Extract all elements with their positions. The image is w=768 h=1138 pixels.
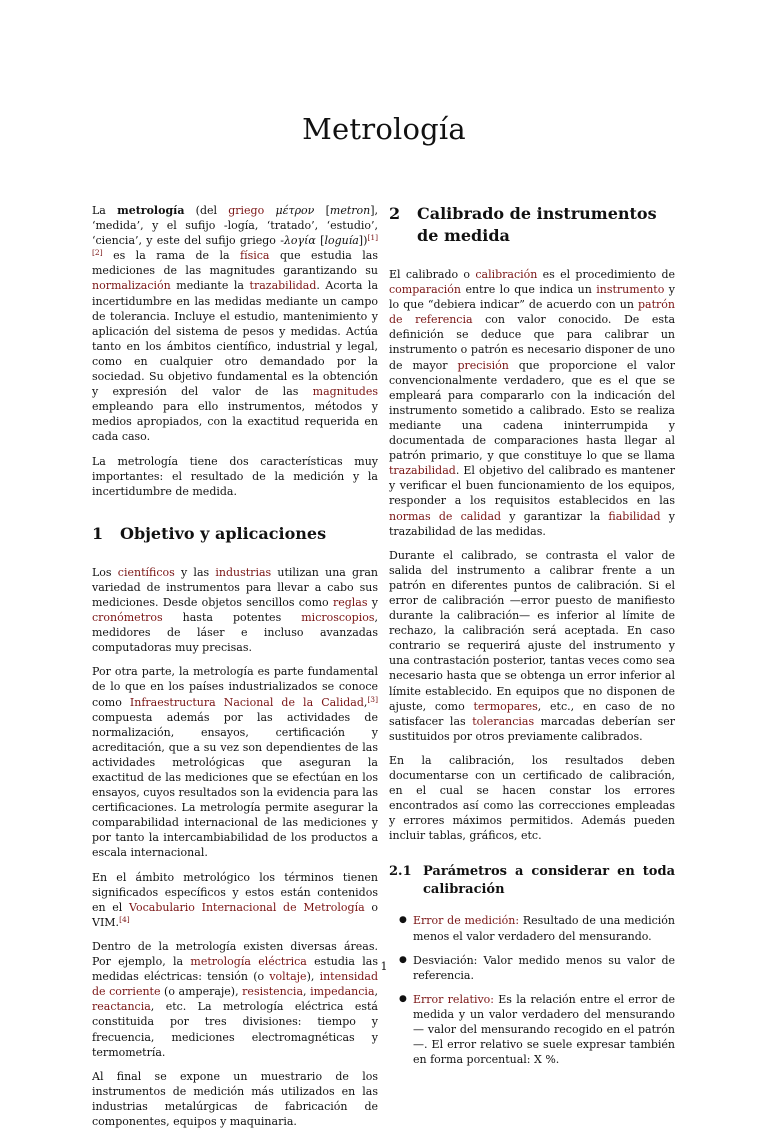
paragraph — [92, 664, 378, 860]
section-heading-2 — [389, 203, 675, 247]
text: que estudia las mediciones de las magnitudes garantizando su — [92, 249, 378, 278]
text: , — [363, 695, 368, 709]
text: que proporcione el valor convencionalmente verdadero, que es el que se empleará para compararlo con la indicación del instrumento sometido a calibrado. Esto se realiza mediante una cadena ininterrumpida y documentada de comparaciones hasta llegar al patrón primario, y que constituye lo que se llama — [389, 358, 675, 463]
bullet-icon: ● — [399, 954, 407, 965]
link-griego[interactable]: griego — [228, 204, 265, 217]
text: o VIM. — [92, 900, 378, 929]
section-number: 2 — [389, 204, 401, 223]
link-error-medicion[interactable]: Error de medición: — [413, 914, 520, 928]
text: , etc., en caso de no satisfacer las — [389, 699, 675, 728]
bullet-icon: ● — [399, 915, 407, 926]
paragraph — [92, 870, 378, 930]
page-number: 1 — [380, 960, 388, 973]
text: con valor conocido. De esta definición se deduce que para calibrar un instrumento o patrón es necesario disponer de uno de mayor — [389, 313, 675, 372]
text: , medidores de láser e incluso avanzadas computadoras muy precisas. — [92, 611, 378, 655]
paragraph — [389, 548, 675, 744]
link-normas-calidad[interactable]: normas de calidad — [389, 509, 502, 523]
paragraph — [92, 939, 378, 1060]
section-title: Calibrado de instrumentos de medida — [417, 204, 657, 245]
text: y las — [174, 565, 216, 579]
link-trazabilidad[interactable]: trazabilidad — [389, 464, 456, 478]
greek-suffix: λογία — [283, 234, 316, 248]
greek-word: μέτρον — [275, 204, 315, 217]
text: . Acorta la incertidumbre en las medidas mediante un campo de tolerancia. Incluye el estudio, mantenimiento y aplicación del sistema de pesos y medidas. Actúa tanto en los ámbitos científico, industrial y legal, como en cualquier otro demandado por la sociedad. Su objetivo fundamental es la obtención y expresión del valor de las — [92, 279, 379, 399]
text: hasta potentes — [162, 611, 302, 625]
text: Dentro de la metrología existen diversas áreas. Por ejemplo, la — [92, 939, 378, 969]
text: ), — [306, 970, 320, 984]
left-column — [92, 203, 378, 1138]
intro-paragraph-2: La metrología tiene dos características muy importantes: el resultado de la medición y la incertidumbre de medida. — [92, 454, 378, 498]
text: entre lo que indica un — [461, 283, 597, 297]
link-voltaje[interactable]: voltaje — [269, 970, 307, 984]
paragraph: En la calibración, los resultados deben documentarse con un certificado de calibración, en el cual se hacen constar los errores encontrados así como las correcciones empleadas y errores máximos permitidos. Además pueden incluir tablas, gráficos, etc. — [389, 753, 675, 843]
section-heading-1 — [92, 523, 378, 545]
subsection-heading — [389, 863, 675, 899]
link-instrumento[interactable]: instrumento — [596, 283, 665, 297]
text: [ — [314, 204, 330, 217]
text: ], ‘medida’, y el sufijo -logía, ‘tratado’, ‘estudio’, ‘ciencia’, y este del sufijo griego - — [92, 204, 379, 248]
link-industrias[interactable]: industrias — [215, 565, 272, 579]
bullet-icon: ● — [399, 993, 407, 1004]
text: empleando para ello instrumentos, métodos y medios apropiados, con la exactitud requerida en cada caso. — [92, 400, 378, 444]
list-item-text: Es la relación entre el error de medida y un valor verdadero del mensurando — valor del mensurando recogido en el patrón—. El error relativo se suele expresar también en forma porcentual: X %. — [413, 992, 676, 1067]
link-normalizacion[interactable]: normalización — [92, 279, 171, 293]
text: utilizan una gran variedad de instrumentos para llevar a cabo sus mediciones. Desde objetos sencillos como — [92, 565, 378, 609]
text: (o amperaje), — [160, 985, 243, 999]
section-number: 1 — [92, 523, 104, 543]
transliteration: metron — [329, 204, 371, 217]
text: [ — [315, 234, 325, 248]
text: compuesta además por las actividades de normalización, ensayos, certificación y acreditación, que a su vez son dependientes de las actividades metrológicas que aseguran la exactitud de las mediciones que se efectúan en los ensayos, cuyos resultados son la evidencia para las certificaciones. La metrología permite asegurar la comparabilidad internacional de las mediciones y por tanto la intercambiabilidad de los productos a escala internacional. — [92, 710, 378, 860]
link-patron-referencia[interactable]: patrón de referencia — [389, 298, 675, 327]
link-cientificos[interactable]: científicos — [117, 565, 175, 579]
paragraph — [389, 267, 675, 539]
text: ]) — [358, 234, 368, 248]
text: Durante el calibrado, se contrasta el valor de salida del instrumento a calibrar frente a un patrón en diferentes puntos de calibración. Si el error de calibración —error puesto de manifiesto durante la calibración— es inferior al límite de rechazo, la calibración será aceptada. En caso contrario se requerirá ajuste del instrumento y una contrastación posterior, tantas veces como sea necesario hasta que se obtenga un error inferior al límite establecido. En equipos que no disponen de ajuste, como — [389, 548, 675, 713]
text: estudia las medidas eléctricas: tensión (o — [92, 955, 378, 984]
page-title: Metrología — [302, 112, 466, 146]
list-item — [399, 992, 676, 1067]
text: es el procedimiento de — [537, 268, 675, 281]
subsection-title: Parámetros a considerar en toda calibración — [423, 864, 675, 898]
intro-paragraph — [92, 203, 378, 445]
text: , — [374, 985, 378, 999]
link-trazabilidad[interactable]: trazabilidad — [249, 279, 317, 293]
text: mediante la — [170, 279, 250, 293]
text: , etc. La metrología eléctrica está constituida por tres divisiones: tiempo y frecuencia, mediciones electromagnéticas y termometría. — [92, 1000, 378, 1059]
right-column — [389, 203, 675, 1076]
link-calibracion[interactable]: calibración — [475, 268, 538, 281]
text: y trazabilidad de las medidas. — [389, 509, 675, 538]
link-impedancia[interactable]: impedancia — [310, 985, 375, 999]
link-vim[interactable]: Vocabulario Internacional de Metrología — [129, 900, 365, 914]
link-intensidad[interactable]: intensidad de corriente — [92, 970, 378, 999]
link-fiabilidad[interactable]: fiabilidad — [608, 509, 661, 523]
text: y garantizar la — [501, 509, 609, 523]
text: y lo que “debiera indicar” de acuerdo con un — [389, 283, 675, 312]
text: El calibrado o — [389, 268, 476, 281]
link-error-relativo[interactable]: Error relativo: — [413, 992, 495, 1006]
text: En el ámbito metrológico los términos tienen significados específicos y estos están contenidos en el — [92, 870, 378, 914]
link-reactancia[interactable]: reactancia — [92, 1000, 151, 1014]
paragraph: Al final se expone un muestrario de los instrumentos de medición más utilizados en las industrias metalúrgicas de fabricación de componentes, equipos y maquinaria. — [92, 1069, 378, 1128]
list-item — [399, 913, 675, 943]
list-item-text: Resultado de una medición menos el valor verdadero del mensurando. — [413, 914, 675, 943]
link-precision[interactable]: precisión — [457, 358, 509, 372]
paragraph — [92, 565, 378, 656]
link-resistencia[interactable]: resistencia — [242, 985, 303, 999]
link-reglas[interactable]: reglas — [332, 595, 368, 609]
text: marcadas deberían ser sustituidos por otros previamente calibrados. — [389, 714, 675, 743]
link-tolerancias[interactable]: tolerancias — [472, 714, 535, 728]
term-metrologia: metrología — [117, 204, 185, 217]
link-infraestructura-calidad[interactable]: Infraestructura Nacional de la Calidad — [129, 695, 364, 709]
text: Los — [92, 565, 118, 579]
text: es la rama de la — [102, 249, 241, 263]
parameter-list — [389, 913, 675, 1067]
subsection-number: 2.1 — [389, 864, 412, 880]
link-metrologia-electrica[interactable]: metrología eléctrica — [190, 955, 307, 969]
link-fisica[interactable]: física — [240, 249, 270, 263]
text: y — [367, 595, 378, 609]
section-title: Objetivo y aplicaciones — [120, 523, 327, 543]
transliteration: loguía — [324, 234, 359, 248]
citation-link[interactable]: [4] — [119, 914, 130, 924]
citation-link[interactable]: [3] — [367, 694, 378, 704]
link-termopares[interactable]: termopares — [473, 699, 538, 713]
link-microscopios[interactable]: microscopios — [301, 611, 375, 625]
text: , — [303, 985, 311, 999]
list-item-text: Desviación: Valor medido menos su valor de referencia. — [413, 953, 675, 982]
text: (del — [184, 204, 229, 217]
text: Por otra parte, la metrología es parte fundamental de lo que en los países industrializados se conoce como — [92, 665, 378, 709]
citation-link[interactable]: [1][2] — [92, 233, 379, 258]
text: La — [92, 204, 118, 217]
link-comparacion[interactable]: comparación — [389, 283, 462, 297]
text: . El objetivo del calibrado es mantener y verificar el buen funcionamiento de los equipos, responder a los requisitos establecidos en las — [389, 464, 675, 508]
link-cronometros[interactable]: cronómetros — [92, 611, 163, 625]
link-magnitudes[interactable]: magnitudes — [312, 385, 378, 399]
